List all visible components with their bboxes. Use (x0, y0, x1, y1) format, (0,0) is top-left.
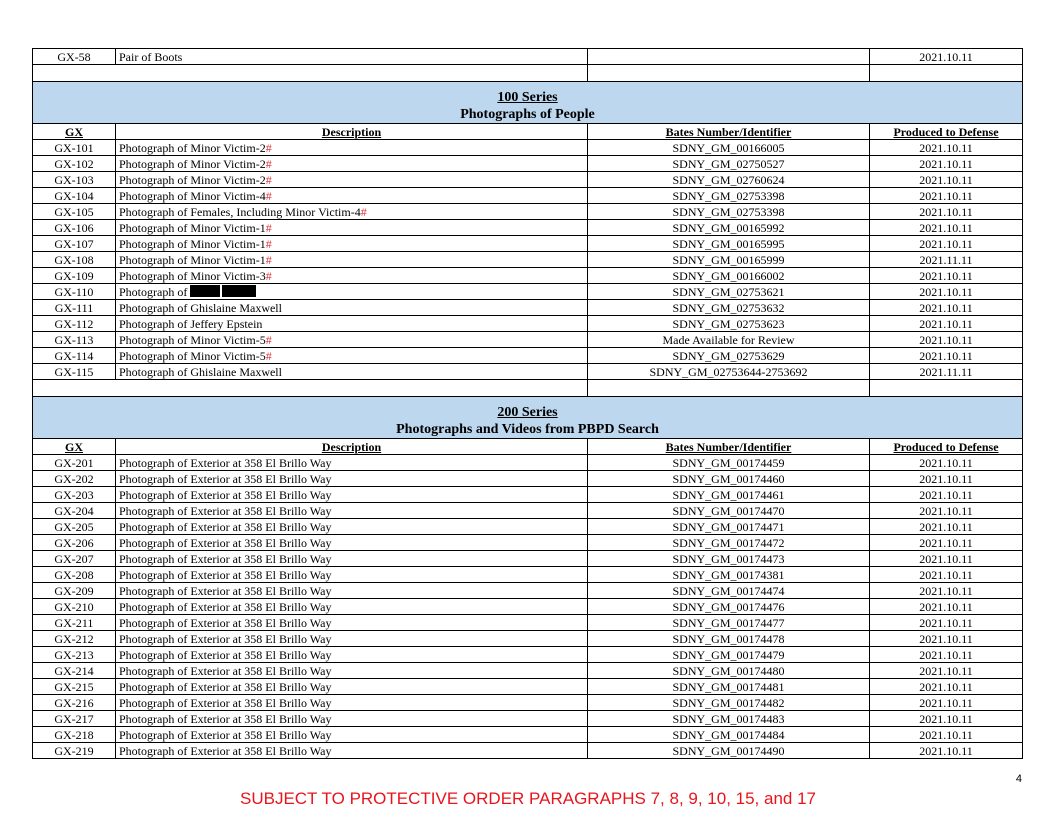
bates-number: SDNY_GM_00166002 (588, 268, 870, 284)
produced-date: 2021.10.11 (870, 663, 1023, 679)
produced-date: 2021.10.11 (870, 455, 1023, 471)
exhibit-number: GX-114 (33, 348, 116, 364)
exhibit-number: GX-210 (33, 599, 116, 615)
produced-date: 2021.10.11 (870, 615, 1023, 631)
series-banner (33, 82, 1023, 124)
table-row (33, 647, 1023, 663)
bates-number: SDNY_GM_00174476 (588, 599, 870, 615)
column-header-gx: GX (33, 124, 116, 140)
bates-number: SDNY_GM_00174477 (588, 615, 870, 631)
exhibit-description (116, 172, 588, 188)
description-text: Photograph of Exterior at 358 El Brillo Way (119, 727, 332, 742)
bates-number: SDNY_GM_00174478 (588, 631, 870, 647)
produced-date: 2021.10.11 (870, 471, 1023, 487)
exhibit-table (32, 48, 1023, 759)
produced-date: 2021.10.11 (870, 284, 1023, 300)
produced-date: 2021.10.11 (870, 695, 1023, 711)
bates-number: SDNY_GM_02753644-2753692 (588, 364, 870, 380)
description-text: Pair of Boots (119, 49, 183, 64)
description-text: Photograph of Minor Victim-5 (119, 332, 266, 347)
table-row (33, 519, 1023, 535)
series-title: 100 Series (497, 90, 558, 105)
exhibit-number: GX-204 (33, 503, 116, 519)
description-text: Photograph of Exterior at 358 El Brillo Way (119, 535, 332, 550)
produced-date: 2021.10.11 (870, 551, 1023, 567)
exhibit-number: GX-110 (33, 284, 116, 300)
description-text: Photograph of (119, 284, 188, 299)
table-row (33, 172, 1023, 188)
produced-date: 2021.10.11 (870, 727, 1023, 743)
table-row (33, 49, 1023, 65)
description-text: Photograph of Minor Victim-3 (119, 268, 266, 283)
exhibit-number: GX-214 (33, 663, 116, 679)
produced-date: 2021.10.11 (870, 348, 1023, 364)
table-row (33, 316, 1023, 332)
exhibit-description (116, 663, 588, 679)
exhibit-number: GX-218 (33, 727, 116, 743)
exhibit-description (116, 188, 588, 204)
bates-number: SDNY_GM_00174480 (588, 663, 870, 679)
exhibit-description (116, 631, 588, 647)
description-text: Photograph of Exterior at 358 El Brillo Way (119, 599, 332, 614)
bates-number: SDNY_GM_00174474 (588, 583, 870, 599)
table-row (33, 156, 1023, 172)
exhibit-number: GX-208 (33, 567, 116, 583)
column-header-gx: GX (33, 439, 116, 455)
exhibit-description (116, 551, 588, 567)
exhibit-number: GX-212 (33, 631, 116, 647)
table-row (33, 727, 1023, 743)
table-row (33, 663, 1023, 679)
produced-date: 2021.10.11 (870, 503, 1023, 519)
description-text: Photograph of Exterior at 358 El Brillo Way (119, 551, 332, 566)
exhibit-description (116, 695, 588, 711)
exhibit-description (116, 583, 588, 599)
spacer-row (33, 65, 1023, 82)
bates-number: SDNY_GM_00174483 (588, 711, 870, 727)
bates-number: SDNY_GM_02753623 (588, 316, 870, 332)
exhibit-description (116, 49, 588, 65)
exhibit-description (116, 647, 588, 663)
table-row (33, 268, 1023, 284)
produced-date: 2021.11.11 (870, 252, 1023, 268)
table-row (33, 679, 1023, 695)
victim-marker: # (265, 188, 272, 203)
victim-marker: # (265, 268, 272, 283)
bates-number (588, 49, 870, 65)
exhibit-number: GX-106 (33, 220, 116, 236)
produced-date: 2021.10.11 (870, 172, 1023, 188)
exhibit-description (116, 364, 588, 380)
bates-number: SDNY_GM_00174473 (588, 551, 870, 567)
produced-date: 2021.10.11 (870, 711, 1023, 727)
produced-date: 2021.10.11 (870, 599, 1023, 615)
produced-date: 2021.10.11 (870, 679, 1023, 695)
table-row (33, 236, 1023, 252)
bates-number: SDNY_GM_02753632 (588, 300, 870, 316)
column-header-bates: Bates Number/Identifier (588, 439, 870, 455)
exhibit-number: GX-104 (33, 188, 116, 204)
exhibit-description (116, 268, 588, 284)
description-text: Photograph of Minor Victim-2 (119, 156, 266, 171)
exhibit-description (116, 284, 588, 300)
exhibit-description (116, 348, 588, 364)
bates-number: SDNY_GM_02753621 (588, 284, 870, 300)
produced-date: 2021.10.11 (870, 535, 1023, 551)
victim-marker: # (265, 252, 272, 267)
table-row (33, 204, 1023, 220)
victim-marker: # (265, 156, 272, 171)
description-text: Photograph of Minor Victim-2 (119, 172, 266, 187)
table-row (33, 188, 1023, 204)
bates-number: SDNY_GM_00174461 (588, 487, 870, 503)
produced-date: 2021.10.11 (870, 236, 1023, 252)
bates-number: SDNY_GM_02753398 (588, 204, 870, 220)
table-row (33, 455, 1023, 471)
table-row (33, 348, 1023, 364)
column-header-produced: Produced to Defense (870, 124, 1023, 140)
table-row (33, 332, 1023, 348)
bates-number: SDNY_GM_00165999 (588, 252, 870, 268)
bates-number: SDNY_GM_02760624 (588, 172, 870, 188)
produced-date: 2021.10.11 (870, 204, 1023, 220)
exhibit-number: GX-112 (33, 316, 116, 332)
table-row (33, 599, 1023, 615)
table-row (33, 252, 1023, 268)
description-text: Photograph of Females, Including Minor Victim-4 (119, 204, 361, 219)
victim-marker: # (265, 348, 272, 363)
table-row (33, 535, 1023, 551)
exhibit-description (116, 727, 588, 743)
exhibit-number: GX-215 (33, 679, 116, 695)
exhibit-number: GX-102 (33, 156, 116, 172)
exhibit-number: GX-205 (33, 519, 116, 535)
description-text: Photograph of Minor Victim-2 (119, 140, 266, 155)
produced-date: 2021.10.11 (870, 140, 1023, 156)
bates-number: SDNY_GM_00174481 (588, 679, 870, 695)
produced-date: 2021.10.11 (870, 567, 1023, 583)
redaction-block (190, 285, 220, 297)
exhibit-number: GX-206 (33, 535, 116, 551)
produced-date: 2021.10.11 (870, 188, 1023, 204)
exhibit-number: GX-101 (33, 140, 116, 156)
description-text: Photograph of Minor Victim-5 (119, 348, 266, 363)
produced-date: 2021.10.11 (870, 743, 1023, 759)
bates-number: SDNY_GM_00174459 (588, 455, 870, 471)
exhibit-number: GX-107 (33, 236, 116, 252)
produced-date: 2021.10.11 (870, 156, 1023, 172)
exhibit-number: GX-209 (33, 583, 116, 599)
description-text: Photograph of Exterior at 358 El Brillo Way (119, 615, 332, 630)
description-text: Photograph of Exterior at 358 El Brillo Way (119, 679, 332, 694)
table-row (33, 743, 1023, 759)
exhibit-description (116, 503, 588, 519)
exhibit-description (116, 743, 588, 759)
produced-date: 2021.10.11 (870, 583, 1023, 599)
exhibit-number: GX-211 (33, 615, 116, 631)
exhibit-number: GX-105 (33, 204, 116, 220)
bates-number: SDNY_GM_02750527 (588, 156, 870, 172)
exhibit-description (116, 300, 588, 316)
victim-marker: # (265, 220, 272, 235)
produced-date: 2021.10.11 (870, 49, 1023, 65)
bates-number: Made Available for Review (588, 332, 870, 348)
table-row (33, 503, 1023, 519)
series-banner (33, 397, 1023, 439)
exhibit-number: GX-109 (33, 268, 116, 284)
exhibit-description (116, 156, 588, 172)
description-text: Photograph of Exterior at 358 El Brillo Way (119, 743, 332, 758)
description-text: Photograph of Exterior at 358 El Brillo Way (119, 631, 332, 646)
exhibit-description (116, 236, 588, 252)
exhibit-number: GX-115 (33, 364, 116, 380)
bates-number: SDNY_GM_00166005 (588, 140, 870, 156)
exhibit-description (116, 332, 588, 348)
description-text: Photograph of Exterior at 358 El Brillo Way (119, 455, 332, 470)
exhibit-description (116, 599, 588, 615)
exhibit-description (116, 455, 588, 471)
description-text: Photograph of Exterior at 358 El Brillo Way (119, 471, 332, 486)
table-row (33, 284, 1023, 300)
column-header-row (33, 124, 1023, 140)
exhibit-description (116, 567, 588, 583)
table-row (33, 300, 1023, 316)
bates-number: SDNY_GM_00174484 (588, 727, 870, 743)
exhibit-number: GX-108 (33, 252, 116, 268)
description-text: Photograph of Exterior at 358 El Brillo Way (119, 487, 332, 502)
exhibit-number: GX-111 (33, 300, 116, 316)
column-header-description: Description (116, 124, 588, 140)
bates-number: SDNY_GM_02753629 (588, 348, 870, 364)
spacer-row (33, 380, 1023, 397)
description-text: Photograph of Minor Victim-1 (119, 220, 266, 235)
description-text: Photograph of Jeffery Epstein (119, 316, 263, 331)
produced-date: 2021.10.11 (870, 519, 1023, 535)
description-text: Photograph of Exterior at 358 El Brillo Way (119, 663, 332, 678)
exhibit-number: GX-219 (33, 743, 116, 759)
exhibit-number: GX-217 (33, 711, 116, 727)
bates-number: SDNY_GM_00174470 (588, 503, 870, 519)
description-text: Photograph of Minor Victim-1 (119, 252, 266, 267)
table-row (33, 140, 1023, 156)
bates-number: SDNY_GM_00174471 (588, 519, 870, 535)
description-text: Photograph of Exterior at 358 El Brillo Way (119, 519, 332, 534)
description-text: Photograph of Exterior at 358 El Brillo Way (119, 711, 332, 726)
description-text: Photograph of Exterior at 358 El Brillo Way (119, 647, 332, 662)
victim-marker: # (265, 140, 272, 155)
table-row (33, 583, 1023, 599)
description-text: Photograph of Minor Victim-1 (119, 236, 266, 251)
produced-date: 2021.10.11 (870, 220, 1023, 236)
table-row (33, 364, 1023, 380)
bates-number: SDNY_GM_00165992 (588, 220, 870, 236)
victim-marker: # (360, 204, 367, 219)
exhibit-number: GX-203 (33, 487, 116, 503)
redaction-block (222, 285, 256, 297)
bates-number: SDNY_GM_00165995 (588, 236, 870, 252)
exhibit-description (116, 140, 588, 156)
exhibit-description (116, 471, 588, 487)
series-subtitle: Photographs and Videos from PBPD Search (396, 422, 659, 437)
bates-number: SDNY_GM_00174482 (588, 695, 870, 711)
description-text: Photograph of Exterior at 358 El Brillo Way (119, 695, 332, 710)
exhibit-number: GX-216 (33, 695, 116, 711)
table-row (33, 615, 1023, 631)
victim-marker: # (265, 332, 272, 347)
page-number: 4 (1015, 773, 1022, 785)
victim-marker: # (265, 236, 272, 251)
bates-number: SDNY_GM_00174381 (588, 567, 870, 583)
protective-order-footer: SUBJECT TO PROTECTIVE ORDER PARAGRAPHS 7, 8, 9, 10, 15, and 17 (239, 789, 816, 808)
table-row (33, 711, 1023, 727)
exhibit-description (116, 252, 588, 268)
description-text: Photograph of Ghislaine Maxwell (119, 364, 282, 379)
series-title: 200 Series (497, 405, 558, 420)
produced-date: 2021.10.11 (870, 268, 1023, 284)
exhibit-description (116, 535, 588, 551)
exhibit-number: GX-103 (33, 172, 116, 188)
exhibit-description (116, 679, 588, 695)
column-header-bates: Bates Number/Identifier (588, 124, 870, 140)
bates-number: SDNY_GM_00174472 (588, 535, 870, 551)
victim-marker: # (265, 172, 272, 187)
bates-number: SDNY_GM_00174479 (588, 647, 870, 663)
table-row (33, 471, 1023, 487)
produced-date: 2021.11.11 (870, 364, 1023, 380)
exhibit-description (116, 220, 588, 236)
column-header-description: Description (116, 439, 588, 455)
description-text: Photograph of Ghislaine Maxwell (119, 300, 282, 315)
produced-date: 2021.10.11 (870, 487, 1023, 503)
produced-date: 2021.10.11 (870, 647, 1023, 663)
exhibit-number: GX-213 (33, 647, 116, 663)
table-row (33, 695, 1023, 711)
table-row (33, 220, 1023, 236)
produced-date: 2021.10.11 (870, 300, 1023, 316)
exhibit-number: GX-201 (33, 455, 116, 471)
produced-date: 2021.10.11 (870, 316, 1023, 332)
bates-number: SDNY_GM_02753398 (588, 188, 870, 204)
description-text: Photograph of Exterior at 358 El Brillo Way (119, 503, 332, 518)
table-row (33, 487, 1023, 503)
table-row (33, 551, 1023, 567)
table-row (33, 631, 1023, 647)
exhibit-description (116, 615, 588, 631)
bates-number: SDNY_GM_00174490 (588, 743, 870, 759)
exhibit-description (116, 519, 588, 535)
series-subtitle: Photographs of People (460, 107, 595, 122)
exhibit-description (116, 204, 588, 220)
produced-date: 2021.10.11 (870, 332, 1023, 348)
column-header-produced: Produced to Defense (870, 439, 1023, 455)
exhibit-number: GX-113 (33, 332, 116, 348)
bates-number: SDNY_GM_00174460 (588, 471, 870, 487)
exhibit-table-body (33, 49, 1023, 759)
exhibit-number: GX-58 (33, 49, 116, 65)
exhibit-number: GX-202 (33, 471, 116, 487)
exhibit-description (116, 316, 588, 332)
exhibit-description (116, 487, 588, 503)
column-header-row (33, 439, 1023, 455)
description-text: Photograph of Exterior at 358 El Brillo Way (119, 583, 332, 598)
description-text: Photograph of Exterior at 358 El Brillo Way (119, 567, 332, 582)
exhibit-number: GX-207 (33, 551, 116, 567)
table-row (33, 567, 1023, 583)
exhibit-description (116, 711, 588, 727)
description-text: Photograph of Minor Victim-4 (119, 188, 266, 203)
produced-date: 2021.10.11 (870, 631, 1023, 647)
